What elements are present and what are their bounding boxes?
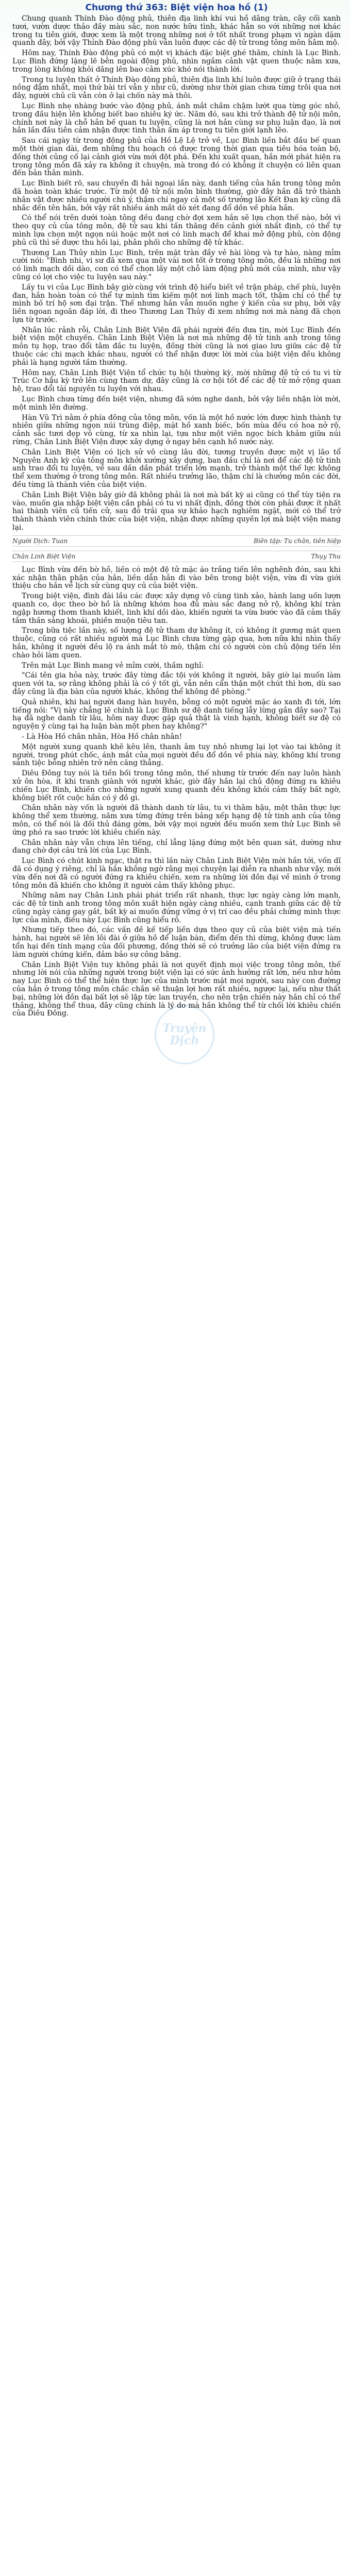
translator-credit: Người Dịch: Tuan [12,537,68,545]
editor-credit: Biên tập: Tu chân, tiên hiệp [254,537,341,545]
paragraph: Diêu Đông tuy nói là tiền bối trong tông môn, thế nhưng từ trước đến nay luôn hành xử ôn hòa, ít khi tranh giành với người khác, giờ đây hắn lại chủ động đứng ra khiêu chiến Lục Bình, khiến cho những người xung quanh đều không khỏi cảm thấy bất ngờ, không biết rốt cuộc hắn có ý đồ gì. [12,769,341,802]
paragraph: Nhưng tiếp theo đó, các vấn đề kế tiếp liền dựa theo quy củ của biệt viện mà tiến hành, hai người sẽ lên lôi đài ở giữa hồ để luận bàn, điểm đến thì dừng, không được làm tổn hại đến tính mạng của đối phương, đồng thời sẽ có trưởng lão của biệt viện đứng ra làm người chứng kiến, đảm bảo sự công bằng. [12,926,341,959]
paragraph: Lục Bình biết rõ, sau chuyến đi hải ngoại lần này, danh tiếng của hắn trong tông môn đã hoàn toàn khác trước. Từ một đệ tử nội môn bình thường, giờ đây hắn đã trở thành nhân vật được nhiều người chú ý, thậm chí ngay cả một số trưởng lão Kết Đan kỳ cũng đã nhắc đến tên hắn, bởi vậy rất nhiều ánh mắt dò xét đang đổ dồn về phía hắn. [12,179,341,212]
credits-row [12,535,341,547]
chapter-content [12,15,341,1018]
paragraph: Lục Bình vừa đến bờ hồ, liền có một đệ tử mặc áo trắng tiến lên nghênh đón, sau khi xác nhận thân phận của hắn, liền dẫn hắn đi vào bên trong biệt viện, vừa đi vừa giới thiệu cho hắn về lịch sử cùng quy củ của biệt viện. [12,565,341,590]
paragraph: Lục Bình nhẹ nhàng bước vào động phủ, ánh mắt chầm chậm lướt qua từng góc nhỏ, trong đầu hiện lên không biết bao nhiêu ký ức. Năm đó, sau khi trở thành đệ tử nội môn, chính nơi này là chỗ hắn bế quan tu luyện, cũng là nơi hắn cùng sư phụ luận đạo, là nơi hắn lần đầu tiên cảm nhận được tình thân ấm áp trong tu tiên giới lạnh lẽo. [12,101,341,135]
watermark-line: Dịch [170,1034,199,1047]
paragraph: Lục Bình chưa từng đến biệt viện, nhưng đã sớm nghe danh, bởi vậy liền nhận lời mời, một mình lên đường. [12,395,341,412]
paragraph: Một người xung quanh khẽ kêu lên, thanh âm tuy nhỏ nhưng lại lọt vào tai không ít người, trong phút chốc, ánh mắt của mọi người đều đổ dồn về phía này, không khí trong sảnh tiệc bỗng nhiên trở nên căng thẳng. [12,742,341,768]
paragraph: Trong biệt viện, đình đài lầu các được xây dựng vô cùng tinh xảo, hành lang uốn lượn quanh co, dọc theo bờ hồ là những khóm hoa đủ màu sắc đang nở rộ, không khí tràn ngập hương thơm thanh khiết, linh khí dồi dào, khiến người ta vừa bước vào đã cảm thấy tâm thần sảng khoái, phiền muộn tiêu tan. [12,592,341,625]
paragraph: Trong tu luyện thất ở Thính Đào động phủ, thiên địa linh khí luôn được giữ ở trạng thái nồng đậm nhất, mọi thứ bài trí vẫn y như cũ, dường như thời gian chưa từng trôi qua nơi đây, người chủ cũ vẫn còn ở lại chốn này mà thôi. [12,75,341,100]
paragraph: Chân nhân này vốn là người đã thành danh từ lâu, tu vi thâm hậu, một thân thực lực không thể xem thường, năm xưa từng đứng trên bảng xếp hạng đệ tử tinh anh của tông môn, có thể nói là đối thủ đáng gờm, bởi vậy mọi người đều muốn xem thử Lục Bình sẽ ứng phó ra sao trước lời khiêu chiến này. [12,804,341,837]
paragraph: Những năm nay Chân Linh phái phát triển rất nhanh, thực lực ngày càng lớn mạnh, các đệ tử tinh anh trong tông môn xuất hiện ngày càng nhiều, cạnh tranh giữa các đệ tử cũng ngày càng gay gắt, bất kỳ ai muốn đứng vững ở vị trí cao đều phải chứng minh thực lực của mình, điều này Lục Bình cũng hiểu rõ. [12,891,341,924]
paragraph: Nhân lúc rảnh rỗi, Chân Linh Biệt Viện đã phái người đến đưa tin, mời Lục Bình đến biệt viện một chuyến. Chân Linh Biệt Viện là nơi mà những đệ tử tinh anh trong tông môn tụ họp, trao đổi tâm đắc tu luyện, đồng thời cũng là nơi giao lưu giữa các đệ tử thuộc các chi mạch khác nhau, người có thể nhận được lời mời của biệt viện đều không phải là hạng người tầm thường. [12,326,341,367]
watermark-line: Truyện [162,1022,207,1035]
uploader-credit: Thụy Thu [311,552,341,560]
paragraph: "Cái tên gia hỏa này, trước đây từng đắc tội với không ít người, bây giờ lại muốn làm quen với ta, sợ rằng không phải là có ý tốt gì, vẫn nên cẩn thận một chút thì hơn, dù sao đây cũng là địa bàn của người khác, không thể không đề phòng." [12,671,341,696]
credits-row [12,551,341,562]
source-credit: Chân Linh Biệt Viện [12,552,76,560]
paragraph: Sau cái ngày từ trong động phủ của Hồ Lệ Lệ trở về, Lục Bình liền bắt đầu bế quan một thời gian dài, đem những thu hoạch có được trong thời gian qua tiêu hóa toàn bộ, đồng thời củng cố lại cảnh giới vừa mới đột phá. Đến khi xuất quan, hắn mới phát hiện ra trong tông môn đã xảy ra không ít chuyện, mà trong đó có không ít chuyện có liên quan đến bản thân mình. [12,137,341,178]
paragraph: Hôm nay, Thính Đào động phủ có một vị khách đặc biệt ghé thăm, chính là Lục Bình. Lục Bình đứng lặng lẽ bên ngoài động phủ, nhìn ngắm cảnh vật quen thuộc năm xưa, trong lòng không khỏi dâng lên bao cảm xúc khó nói thành lời. [12,49,341,74]
paragraph: Trong bữa tiệc lần này, số lượng đệ tử tham dự không ít, có không ít gương mặt quen thuộc, cũng có rất nhiều người mà Lục Bình chưa từng gặp qua, hơn nữa khi nhìn thấy hắn, không ít người đều lộ ra ánh mắt tò mò, thậm chí có người còn chủ động tiến lên chào hỏi làm quen. [12,626,341,659]
paragraph: Lục Bình có chút kinh ngạc, thật ra thì lần này Chân Linh Biệt Viện mời hắn tới, vốn dĩ đã có dụng ý riêng, chỉ là hắn không ngờ rằng mọi chuyện lại diễn ra nhanh như vậy, mới vừa đến nơi đã có người đứng ra khiêu chiến, xem ra những lời đồn đại về mình ở trong tông môn đã khiến cho không ít người cảm thấy không phục. [12,857,341,890]
paragraph: Chân Linh Biệt Viện bây giờ đã không phải là nơi mà bất kỳ ai cũng có thể tùy tiện ra vào, muốn gia nhập biệt viện cần phải có tu vi nhất định, đồng thời còn phải được ít nhất hai thành viên cũ tiến cử, sau đó trải qua sự khảo hạch nghiêm ngặt, mới có thể trở thành thành viên chính thức của biệt viện, nhận được những quyền lợi mà biệt viện mang lại. [12,490,341,532]
paragraph: Chân nhân này vẫn chưa lên tiếng, chỉ lẳng lặng đứng một bên quan sát, dường như đang chờ đợi câu trả lời của Lục Bình. [12,838,341,855]
paragraph: Chân Linh Biệt Viện tuy không phải là nơi quyết định mọi việc trong tông môn, thế nhưng lời nói của những người trong biệt viện lại có sức ảnh hưởng rất lớn, nếu như hôm nay Lục Bình có thể thể hiện thực lực của mình trước mặt mọi người, sau này con đường của hắn ở trong tông môn chắc chắn sẽ thuận lợi hơn rất nhiều, ngược lại, nếu như thất bại, những lời đồn đại bất lợi sẽ lập tức lan truyền, cho nên trận chiến này hắn chỉ có thể thắng, không thể thua, đây cũng chính là lý do mà hắn không thể từ chối lời khiêu chiến của Diêu Đông. [12,960,341,1018]
paragraph: Thương Lan Thủy nhìn Lục Bình, trên mặt tràn đầy vẻ hài lòng và tự hào, nàng mỉm cười nói: "Bình nhi, vi sư đã xem qua một vài nơi tốt ở trong tông môn, đều là những nơi có linh mạch dồi dào, con có thể chọn lấy một chỗ làm động phủ mới của mình, như vậy cũng có lợi cho việc tu luyện sau này." [12,248,341,281]
paragraph: Hàn Vũ Trì nằm ở phía đông của tông môn, vốn là một hồ nước lớn được hình thành tự nhiên giữa những ngọn núi trùng điệp, mặt hồ xanh biếc, bốn mùa đều có hoa nở rộ, cảnh sắc tươi đẹp vô cùng, từ xa nhìn lại, tựa như một viên ngọc bích khảm giữa núi rừng, Chân Linh Biệt Viện được xây dựng ở ngay bên cạnh hồ nước này. [12,413,341,447]
paragraph: Chân Linh Biệt Viện có lịch sử vô cùng lâu đời, tương truyền được một vị lão tổ Nguyên Anh kỳ của tông môn khởi xướng xây dựng, ban đầu chỉ là nơi để các đệ tử tinh anh trao đổi tu luyện, về sau dần dần phát triển lớn mạnh, trở thành một thế lực không thể xem thường ở trong tông môn. Rất nhiều trưởng lão, thậm chí là chưởng môn các đời, đều từng là thành viên của biệt viện. [12,448,341,489]
paragraph: Hôm nay, Chân Linh Biệt Viện tổ chức tụ hội thường kỳ, mời những đệ tử có tu vi từ Trúc Cơ hậu kỳ trở lên cùng tham dự, đây cũng là cơ hội tốt để các đệ tử mở rộng quan hệ, trao đổi tài nguyên tu luyện với nhau. [12,368,341,394]
paragraph: Lấy tu vi của Lục Bình bây giờ cùng với trình độ hiểu biết về trận pháp, chế phù, luyện đan, hắn hoàn toàn có thể tự mình tìm kiếm một nơi linh mạch tốt, thậm chí có thể tự mình bố trí hộ sơn đại trận. Thế nhưng hắn vẫn muốn nghe ý kiến của sư phụ, bởi vậy liền ngoan ngoãn đáp lời, đi theo Thương Lan Thủy đi xem những nơi mà nàng đã chọn lựa từ trước. [12,283,341,324]
paragraph: Trên mặt Lục Bình mang vẻ mỉm cười, thầm nghĩ: [22,661,204,670]
paragraph: Chung quanh Thính Đào động phủ, thiên địa linh khí vui hồ dâng tràn, cây cối xanh tươi, vườn dược thảo đầy màu sắc, non nước hữu tình, khác hẳn so với những nơi khác trong tu tiên giới, được xem là một trong những nơi ở tốt nhất trong phạm vi ngàn dặm quanh đây, bởi vậy Thính Đào động phủ vẫn luôn được các đệ tử trong tông môn hâm mộ. [12,14,341,47]
paragraph: - Là Hòa Hồ chân nhân, Hòa Hồ chân nhân! [22,732,182,741]
paragraph: Có thể nói trên dưới toàn tông đều đang chờ đợi xem hắn sẽ lựa chọn thế nào, bởi vì theo quy củ của tông môn, đệ tử sau khi tấn thăng đến cảnh giới nhất định, có thể tự mình lựa chọn một ngọn núi hoặc một nơi có linh mạch để khai mở động phủ, còn động phủ cũ thì sẽ được thu hồi lại, phân phối cho những đệ tử khác. [12,214,341,247]
chapter-title: Chương thứ 363: Biệt viện hoa hồ (1) [85,3,268,13]
paragraph: Quả nhiên, khi hai người đang hàn huyên, bỗng có một người mặc áo xanh đi tới, lớn tiếng nói: "Vị này chẳng lẽ chính là Lục Bình sư đệ danh tiếng lẫy lừng gần đây sao? Tại hạ đã nghe danh từ lâu, hôm nay được gặp quả thật là vinh hạnh, không biết sư đệ có nguyện ý cùng tại hạ luận bàn một phen hay không?" [12,698,341,731]
